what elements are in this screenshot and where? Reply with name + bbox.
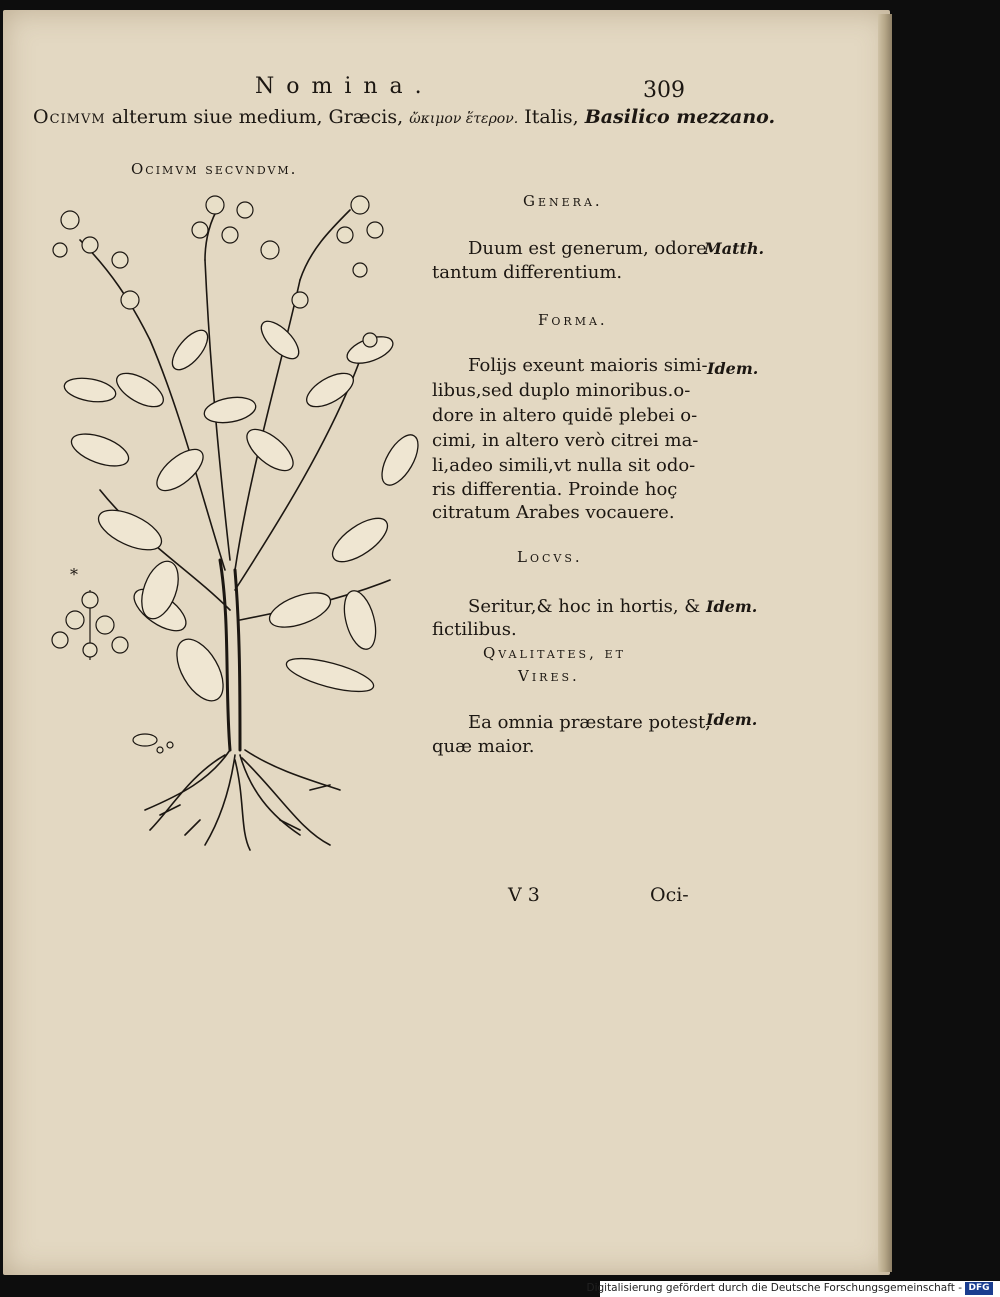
qualitates-heading-1: Qvalitates, et — [483, 644, 626, 662]
page-number: 309 — [643, 78, 685, 103]
qualitates-margin-note: Idem. — [706, 710, 758, 729]
title-greek: ὤκιμον ἕτερον. — [409, 111, 519, 127]
genera-line-2: tantum differentium. — [432, 262, 623, 283]
locus-line-1: Seritur,& hoc in hortis, & — [468, 596, 701, 617]
svg-text:*: * — [70, 565, 78, 584]
genera-heading: Genera. — [523, 192, 603, 210]
signature-mark: V 3 — [508, 884, 540, 906]
running-header: Nomina. — [255, 74, 434, 99]
forma-line-2: libus,sed duplo minoribus.o- — [432, 380, 691, 401]
forma-heading: Forma. — [538, 311, 608, 329]
qualitates-line-2: quæ maior. — [432, 736, 535, 757]
locus-heading: Locvs. — [517, 548, 583, 566]
genera-line-1: Duum est generum, odore — [468, 238, 707, 259]
qualitates-line-1: Ea omnia præstare potest, — [468, 712, 711, 733]
forma-line-3: dore in altero quidē plebei o- — [432, 405, 698, 426]
title-text: alterum siue medium, Græcis, — [105, 106, 410, 128]
forma-line-6: ris differentia. Proinde hoç — [432, 479, 678, 500]
qualitates-heading-2: Vires. — [518, 667, 580, 685]
catchword: Oci- — [650, 884, 689, 906]
forma-line-1: Folijs exeunt maioris simi- — [468, 355, 708, 376]
title-line — [33, 106, 775, 128]
locus-margin-note: Idem. — [706, 597, 758, 616]
title-name: Ocimvm — [33, 106, 106, 128]
forma-margin-note: Idem. — [707, 359, 759, 378]
plant-caption: Ocimvm secvndvm. — [131, 160, 298, 178]
title-italian: Basilico mezzano. — [584, 106, 776, 128]
title-text2: Italis, — [518, 106, 585, 128]
forma-line-7: citratum Arabes vocauere. — [432, 502, 675, 523]
forma-line-5: li,adeo simili,vt nulla sit odo- — [432, 455, 696, 476]
genera-margin-note: Matth. — [704, 239, 765, 258]
plant-woodcut-illustration — [30, 190, 440, 855]
forma-line-4: cimi, in altero verò citrei ma- — [432, 430, 699, 451]
dfg-funding-text: Digitalisierung gefördert durch die Deutsche Forschungsgemeinschaft - — [586, 1282, 962, 1294]
dfg-logo: DFG — [965, 1282, 993, 1295]
locus-line-2: fictilibus. — [432, 619, 517, 640]
page-edge — [878, 14, 892, 1272]
